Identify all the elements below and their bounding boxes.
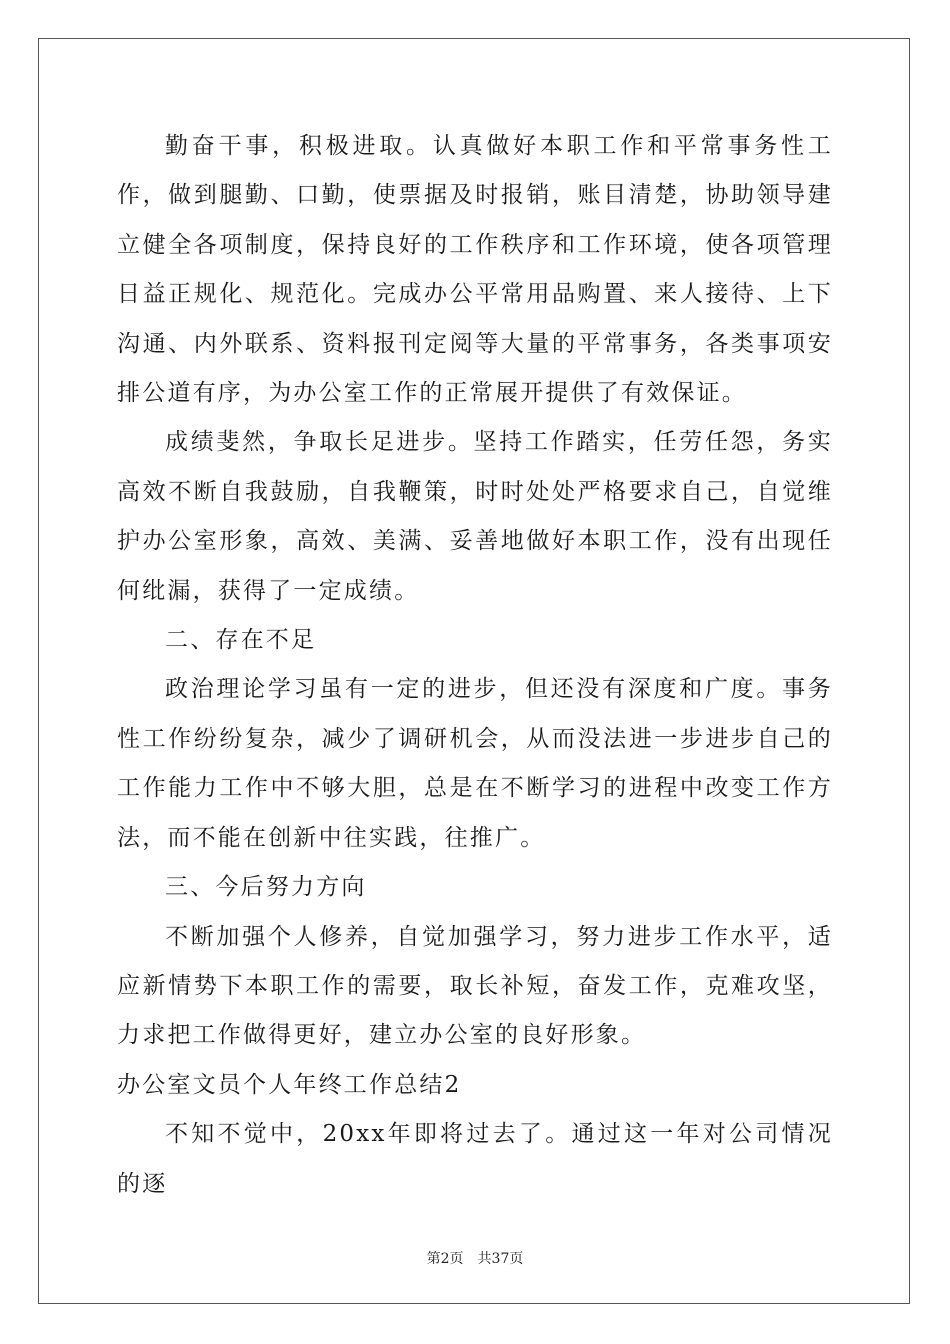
paragraph-achievements: 成绩斐然，争取长足进步。坚持工作踏实，任劳任怨，务实高效不断自我鼓励，自我鞭策，时时处处严格要求自己，自觉维护办公室形象，高效、美满、妥善地做好本职工作，没有出现任何纰漏，获得了一定成绩。 [117,429,833,604]
document-title-2: 办公室文员个人年终工作总结2 [117,1071,462,1098]
heading-future-direction: 三、今后努力方向 [165,874,367,901]
page-number-footer: 第2页 共37页 [426,1251,524,1267]
paragraph-intro-2: 不知不觉中，20xx年即将过去了。通过这一年对公司情况的逐 [117,1121,833,1197]
heading-shortcomings: 二、存在不足 [165,627,317,654]
paragraph-diligence: 勤奋干事，积极进取。认真做好本职工作和平常事务性工作，做到腿勤、口勤，使票据及时报销，账目清楚，协助领导建立健全各项制度，保持良好的工作秩序和工作环境，使各项管理日益正规化、规范化。完成办公平常用品购置、来人接待、上下沟通、内外联系、资料报刊定阅等大量的平常事务，各类事项安排公道有序，为办公室工作的正常展开提供了有效保证。 [117,133,833,407]
paragraph-shortcomings: 政治理论学习虽有一定的进步，但还没有深度和广度。事务性工作纷纷复杂，减少了调研机会，从而没法进一步进步自己的工作能力工作中不够大胆，总是在不断学习的进程中改变工作方法，而不能在创新中往实践，往推广。 [117,676,833,851]
paragraph-future-direction: 不断加强个人修养，自觉加强学习，努力进步工作水平，适应新情势下本职工作的需要，取长补短，奋发工作，克难攻坚，力求把工作做得更好，建立办公室的良好形象。 [117,923,833,1049]
document-body [117,122,833,1209]
